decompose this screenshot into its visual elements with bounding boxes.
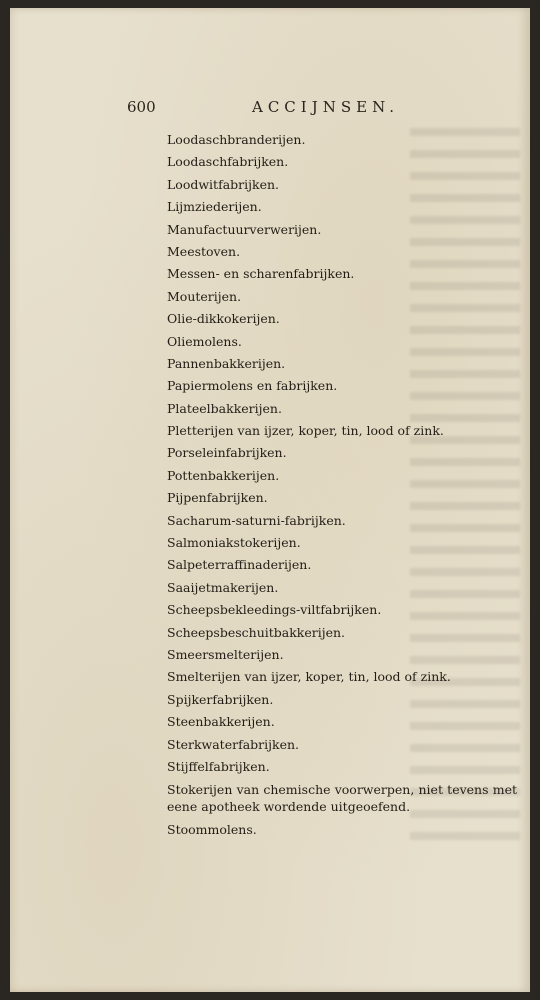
entry-list	[167, 129, 527, 842]
page-number: 600	[127, 98, 156, 116]
list-item: Pannenbakkerijen.	[167, 355, 286, 371]
list-item: Porseleinfabrijken.	[167, 445, 287, 461]
list-item: Olie-dikkokerijen.	[167, 311, 280, 327]
list-item: Smeersmelterijen.	[167, 646, 284, 662]
list-item: Pletterijen van ijzer, koper, tin, lood of zink.	[167, 423, 444, 439]
list-item: Salmoniakstokerijen.	[167, 535, 301, 551]
list-item: Stoommolens.	[167, 822, 257, 838]
list-item: Papiermolens en fabrijken.	[167, 378, 338, 394]
page-header	[127, 98, 407, 120]
list-item: Messen- en scharenfabrijken.	[167, 266, 355, 282]
list-item: Plateelbakkerijen.	[167, 400, 282, 416]
list-item: Smelterijen van ijzer, koper, tin, lood of zink.	[167, 669, 451, 685]
list-item: Salpeterraffinaderijen.	[167, 557, 312, 573]
list-item: Stijffelfabrijken.	[167, 758, 270, 774]
book-page	[10, 8, 530, 992]
list-item: Lijmziederijen.	[167, 199, 262, 215]
list-item: Pottenbakkerijen.	[167, 467, 280, 483]
list-item: Mouterijen.	[167, 288, 242, 304]
list-item: Scheepsbekleedings-viltfabrijken.	[167, 602, 382, 618]
list-item: Scheepsbeschuitbakkerijen.	[167, 624, 346, 640]
running-head: ACCIJNSEN.	[252, 98, 400, 116]
list-item: Loodaschfabrijken.	[167, 154, 289, 170]
list-item: Spijkerfabrijken.	[167, 691, 274, 707]
list-item: Pijpenfabrijken.	[167, 490, 268, 506]
list-item: Manufactuurverwerijen.	[167, 221, 322, 237]
list-item: Sterkwaterfabrijken.	[167, 736, 300, 752]
list-item: Stokerijen van chemische voorwerpen, niet tevens met eene apotheek wordende uitgeoefend.	[167, 782, 517, 815]
list-item: Meestoven.	[167, 243, 241, 259]
list-item: Oliemolens.	[167, 333, 242, 349]
list-item: Loodwitfabrijken.	[167, 176, 279, 192]
list-item: Steenbakkerijen.	[167, 714, 275, 730]
list-item: Loodaschbranderijen.	[167, 132, 306, 147]
list-item: Sacharum-saturni-fabrijken.	[167, 512, 346, 528]
list-item: Saaijetmakerijen.	[167, 579, 279, 595]
